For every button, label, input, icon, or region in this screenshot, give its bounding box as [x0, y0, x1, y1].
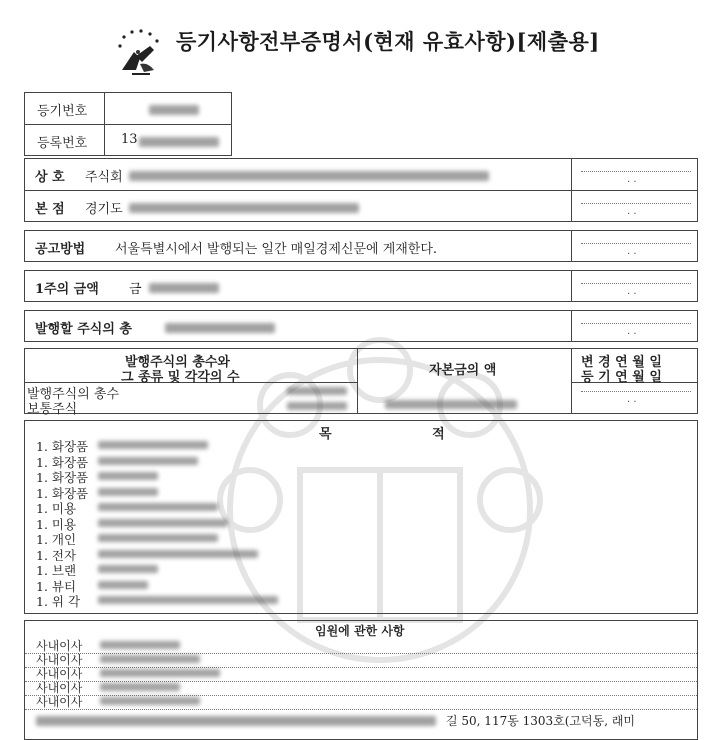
authorized-shares-box [24, 310, 698, 342]
redacted-officer-name [100, 655, 200, 663]
purpose-header: 목 적 [319, 427, 493, 442]
document-header [0, 0, 718, 80]
head-office-label: 본 점 [35, 202, 65, 217]
redacted-purpose-text [98, 519, 228, 527]
register-date-header: 등 기 연 월 일 [581, 370, 662, 385]
redacted-capital-amount [385, 400, 517, 409]
company-name-box [24, 158, 698, 222]
purpose-item: 1. 미용 [36, 501, 77, 516]
purpose-item: 1. 미용 [36, 516, 77, 532]
officer-item: 사내이사 [36, 653, 83, 667]
issued-shares-header-1: 발행주식의 총수와 [125, 355, 230, 370]
purpose-item: 1. 위 각 [36, 594, 81, 609]
share-price-label: 1주의 금액 [35, 282, 99, 297]
redacted-purpose-text [98, 534, 218, 542]
date-marks: . . [627, 286, 637, 297]
company-name-label: 상 호 [35, 170, 65, 185]
redacted-purpose-text [98, 488, 158, 496]
date-marks: . . [627, 326, 637, 337]
capital-table [24, 348, 698, 417]
redacted-purpose-text [98, 472, 158, 480]
head-office-prefix: 경기도 [85, 202, 123, 217]
officer-item: 사내이사 [36, 667, 83, 681]
purpose-item: 1. 화장품 [36, 439, 89, 454]
registration-box [24, 92, 232, 156]
notice-method-label: 공고방법 [35, 242, 86, 257]
officer-item: 사내이사 [36, 695, 83, 709]
redacted-purpose-text [98, 441, 208, 449]
capital-amount-header: 자본금의 액 [429, 363, 497, 378]
redacted-corporate-id [139, 137, 219, 147]
notice-method-box [24, 230, 698, 262]
total-issued-shares-label: 발행주식의 총수 [27, 387, 120, 402]
date-marks: . . [627, 394, 637, 405]
issued-shares-header-2: 그 종류 및 각각의 수 [121, 370, 240, 385]
redacted-purpose-text [98, 550, 258, 558]
registration-number-label: 등기번호 [37, 104, 88, 119]
purpose-item: 1. 화장품 [36, 470, 89, 485]
officer-item: 사내이사 [36, 639, 83, 653]
date-marks: . . [627, 174, 637, 185]
page-title: 등기사항전부증명서(현재 유효사항)[제출용] [176, 29, 600, 54]
share-price-box [24, 270, 698, 302]
redacted-share-price [149, 283, 219, 293]
purpose-item: 1. 뷰티 [36, 578, 77, 594]
redacted-officer-name [100, 683, 180, 691]
officer-address-tail: 길 50, 117동 1303호(고덕동, 래미 [446, 714, 636, 728]
company-name-prefix: 주식회 [85, 170, 123, 185]
purpose-item: 1. 화장품 [36, 454, 89, 470]
redacted-share-count [287, 387, 347, 395]
redacted-purpose-text [98, 503, 218, 511]
redacted-head-office [129, 203, 359, 213]
redacted-registration-number [149, 105, 199, 115]
notice-method-value: 서울특별시에서 발행되는 일간 매일경제신문에 게재한다. [115, 242, 438, 257]
redacted-purpose-text [98, 565, 158, 573]
authorized-shares-label: 발행할 주식의 총 [35, 322, 132, 337]
date-marks: . . [627, 246, 637, 257]
purpose-item: 1. 브랜 [36, 563, 77, 578]
corporate-id-label: 등록번호 [37, 136, 88, 151]
share-price-prefix: 금 [129, 282, 142, 297]
common-shares-label: 보통주식 [27, 402, 78, 417]
date-marks: . . [627, 206, 637, 217]
change-date-header: 변 경 연 월 일 [581, 355, 662, 370]
purpose-item: 1. 개인 [36, 532, 77, 547]
redacted-officer-name [100, 697, 200, 705]
redacted-authorized-shares [165, 323, 275, 333]
redacted-officer-address [36, 716, 436, 726]
redacted-share-count [287, 402, 347, 410]
corporate-id-prefix: 13 [121, 132, 138, 147]
court-seal-logo [110, 26, 166, 78]
purpose-item: 1. 전자 [36, 547, 77, 563]
purpose-item: 1. 화장품 [36, 485, 89, 501]
redacted-company-name [129, 171, 489, 181]
officers-header: 임원에 관한 사항 [315, 624, 405, 638]
redacted-purpose-text [98, 596, 278, 604]
redacted-purpose-text [98, 457, 198, 465]
redacted-officer-name [100, 641, 180, 649]
redacted-purpose-text [98, 581, 148, 589]
officer-item: 사내이사 [36, 681, 83, 695]
redacted-officer-name [100, 669, 220, 677]
